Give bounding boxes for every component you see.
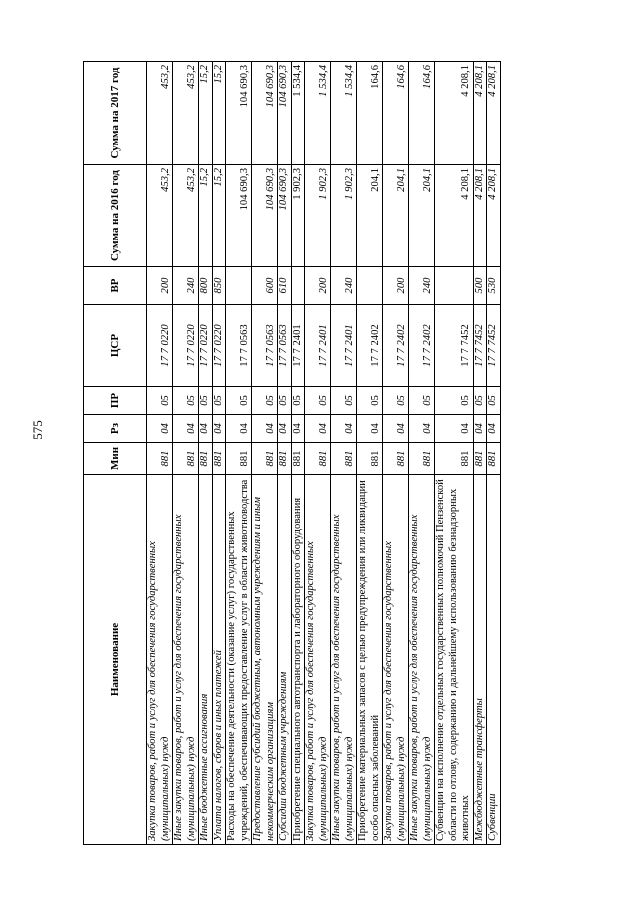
- row-sum-2016: 204,1: [383, 165, 409, 267]
- row-sum-2017: 164,6: [409, 62, 435, 165]
- row-csr: 17 7 0563: [252, 305, 278, 387]
- header-min: Мин: [84, 443, 147, 475]
- row-rz: 04: [331, 415, 357, 443]
- row-csr: 17 7 0220: [147, 305, 173, 387]
- row-min: 881: [487, 443, 501, 475]
- row-sum-2017: 453,2: [147, 62, 173, 165]
- row-sum-2017: 4 208,1: [473, 62, 487, 165]
- table-row: [147, 62, 173, 845]
- row-name: Предоставление субсидий бюджетным, автономным учреждениям и иным некоммерческим организациям: [252, 475, 278, 845]
- row-sum-2017: 15,2: [199, 62, 213, 165]
- budget-table-rotated: [83, 62, 624, 845]
- table-row: [226, 62, 252, 845]
- row-sum-2016: 204,1: [409, 165, 435, 267]
- row-name: Приобретение материальных запасов с целью предупреждения или ликвидации особо опасных заболеваний: [357, 475, 383, 845]
- row-pr: 05: [357, 387, 383, 415]
- row-rz: 04: [278, 415, 292, 443]
- row-rz: 04: [147, 415, 173, 443]
- header-sum-2016: Сумма на 2016 год: [84, 165, 147, 267]
- row-csr: 17 7 2401: [291, 305, 305, 387]
- table-row: [278, 62, 292, 845]
- row-min: 881: [435, 443, 474, 475]
- row-vr: 200: [147, 267, 173, 305]
- row-vr: 240: [331, 267, 357, 305]
- row-sum-2016: 104 690,3: [252, 165, 278, 267]
- table-row: [305, 62, 331, 845]
- row-min: 881: [383, 443, 409, 475]
- row-sum-2017: 164,6: [383, 62, 409, 165]
- row-name: Субвенции: [487, 475, 501, 845]
- row-min: 881: [226, 443, 252, 475]
- header-sum-2017: Сумма на 2017 год: [84, 62, 147, 165]
- row-name: Субвенции на исполнение отдельных государственных полномочий Пензенской области по отлову, содержанию и дальнейшему использованию безнадзорных животных: [435, 475, 474, 845]
- row-vr: 200: [305, 267, 331, 305]
- row-sum-2017: 1 534,4: [331, 62, 357, 165]
- row-sum-2017: 104 690,3: [226, 62, 252, 165]
- row-vr: 800: [199, 267, 213, 305]
- row-vr: 500: [473, 267, 487, 305]
- row-min: 881: [252, 443, 278, 475]
- row-sum-2017: 104 690,3: [252, 62, 278, 165]
- row-rz: 04: [473, 415, 487, 443]
- row-vr: [291, 267, 305, 305]
- row-sum-2017: 453,2: [173, 62, 199, 165]
- row-pr: 05: [147, 387, 173, 415]
- row-sum-2016: 1 902,3: [291, 165, 305, 267]
- row-pr: 05: [173, 387, 199, 415]
- row-min: 881: [147, 443, 173, 475]
- row-vr: [357, 267, 383, 305]
- row-pr: 05: [305, 387, 331, 415]
- table-row: [291, 62, 305, 845]
- row-vr: 240: [173, 267, 199, 305]
- row-vr: 530: [487, 267, 501, 305]
- row-sum-2016: 453,2: [173, 165, 199, 267]
- row-rz: 04: [487, 415, 501, 443]
- row-rz: 04: [357, 415, 383, 443]
- row-csr: 17 7 2401: [331, 305, 357, 387]
- table-row: [409, 62, 435, 845]
- row-csr: 17 7 0220: [199, 305, 213, 387]
- row-csr: 17 7 0220: [212, 305, 226, 387]
- row-rz: 04: [435, 415, 474, 443]
- row-pr: 05: [212, 387, 226, 415]
- row-sum-2016: 453,2: [147, 165, 173, 267]
- row-name: Иные закупки товаров, работ и услуг для обеспечения государственных (муниципальных) нужд: [409, 475, 435, 845]
- header-row: [84, 62, 147, 845]
- row-pr: 05: [226, 387, 252, 415]
- row-csr: 17 7 2402: [383, 305, 409, 387]
- row-name: Иные закупки товаров, работ и услуг для обеспечения государственных (муниципальных) нужд: [331, 475, 357, 845]
- row-sum-2016: 15,2: [212, 165, 226, 267]
- row-csr: 17 7 7452: [473, 305, 487, 387]
- row-rz: 04: [226, 415, 252, 443]
- row-sum-2016: 104 690,3: [226, 165, 252, 267]
- row-rz: 04: [383, 415, 409, 443]
- row-csr: 17 7 7452: [435, 305, 474, 387]
- table-row: [383, 62, 409, 845]
- row-vr: [226, 267, 252, 305]
- header-rz: Рз: [84, 415, 147, 443]
- row-sum-2017: 1 534,4: [291, 62, 305, 165]
- row-name: Приобретение специального автотранспорта и лабораторного оборудования: [291, 475, 305, 845]
- row-rz: 04: [173, 415, 199, 443]
- table-row: [331, 62, 357, 845]
- row-sum-2017: 15,2: [212, 62, 226, 165]
- table-row: [173, 62, 199, 845]
- row-pr: 05: [409, 387, 435, 415]
- row-min: 881: [409, 443, 435, 475]
- header-name: Наименование: [84, 475, 147, 845]
- row-name: Закупка товаров, работ и услуг для обеспечения государственных (муниципальных) нужд: [305, 475, 331, 845]
- row-sum-2016: 4 208,1: [435, 165, 474, 267]
- row-rz: 04: [291, 415, 305, 443]
- row-csr: 17 7 0563: [226, 305, 252, 387]
- row-min: 881: [291, 443, 305, 475]
- row-sum-2016: 4 208,1: [487, 165, 501, 267]
- row-vr: 600: [252, 267, 278, 305]
- row-csr: 17 7 0563: [278, 305, 292, 387]
- row-name: Закупка товаров, работ и услуг для обеспечения государственных (муниципальных) нужд: [147, 475, 173, 845]
- table-row: [473, 62, 487, 845]
- row-min: 881: [331, 443, 357, 475]
- row-sum-2017: 104 690,3: [278, 62, 292, 165]
- row-sum-2017: 4 208,1: [435, 62, 474, 165]
- table-row: [199, 62, 213, 845]
- header-csr: ЦСР: [84, 305, 147, 387]
- row-pr: 05: [487, 387, 501, 415]
- row-vr: 200: [383, 267, 409, 305]
- row-sum-2016: 4 208,1: [473, 165, 487, 267]
- row-pr: 05: [252, 387, 278, 415]
- row-rz: 04: [199, 415, 213, 443]
- row-min: 881: [199, 443, 213, 475]
- row-name: Иные закупки товаров, работ и услуг для обеспечения государственных (муниципальных) нужд: [173, 475, 199, 845]
- row-pr: 05: [435, 387, 474, 415]
- row-pr: 05: [291, 387, 305, 415]
- page-number: 575: [30, 420, 45, 440]
- row-min: 881: [473, 443, 487, 475]
- row-csr: 17 7 7452: [487, 305, 501, 387]
- row-min: 881: [173, 443, 199, 475]
- row-vr: [435, 267, 474, 305]
- header-vr: ВР: [84, 267, 147, 305]
- row-sum-2017: 4 208,1: [487, 62, 501, 165]
- row-pr: 05: [199, 387, 213, 415]
- table-row: [357, 62, 383, 845]
- row-pr: 05: [473, 387, 487, 415]
- table-row: [487, 62, 501, 845]
- budget-table: [83, 61, 501, 845]
- row-sum-2016: 104 690,3: [278, 165, 292, 267]
- table-row: [212, 62, 226, 845]
- row-min: 881: [305, 443, 331, 475]
- row-name: Расходы на обеспечение деятельности (оказание услуг) государственных учреждений, обеспечивающих предоставление услуг в области животноводства: [226, 475, 252, 845]
- row-rz: 04: [252, 415, 278, 443]
- row-sum-2016: 1 902,3: [305, 165, 331, 267]
- row-rz: 04: [409, 415, 435, 443]
- row-rz: 04: [212, 415, 226, 443]
- row-vr: 610: [278, 267, 292, 305]
- row-vr: 850: [212, 267, 226, 305]
- row-pr: 05: [278, 387, 292, 415]
- row-csr: 17 7 2401: [305, 305, 331, 387]
- header-pr: ПР: [84, 387, 147, 415]
- row-pr: 05: [331, 387, 357, 415]
- row-name: Межбюджетные трансферты: [473, 475, 487, 845]
- row-csr: 17 7 0220: [173, 305, 199, 387]
- table-row: [252, 62, 278, 845]
- row-rz: 04: [305, 415, 331, 443]
- row-vr: 240: [409, 267, 435, 305]
- table-row: [435, 62, 474, 845]
- row-min: 881: [278, 443, 292, 475]
- row-min: 881: [212, 443, 226, 475]
- row-min: 881: [357, 443, 383, 475]
- row-pr: 05: [383, 387, 409, 415]
- row-sum-2017: 164,6: [357, 62, 383, 165]
- row-name: Закупка товаров, работ и услуг для обеспечения государственных (муниципальных) нужд: [383, 475, 409, 845]
- row-sum-2017: 1 534,4: [305, 62, 331, 165]
- row-name: Иные бюджетные ассигнования: [199, 475, 213, 845]
- row-sum-2016: 15,2: [199, 165, 213, 267]
- row-sum-2016: 204,1: [357, 165, 383, 267]
- row-csr: 17 7 2402: [409, 305, 435, 387]
- row-name: Уплата налогов, сборов и иных платежей: [212, 475, 226, 845]
- row-sum-2016: 1 902,3: [331, 165, 357, 267]
- row-name: Субсидии бюджетным учреждениям: [278, 475, 292, 845]
- row-csr: 17 7 2402: [357, 305, 383, 387]
